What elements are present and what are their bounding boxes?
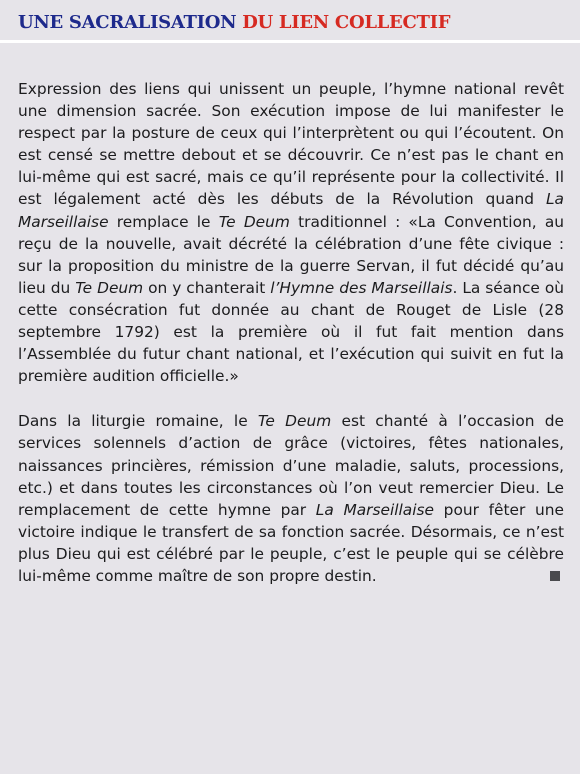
p1-italic-2: Te Deum — [218, 212, 290, 231]
end-of-article-square-icon — [550, 571, 560, 581]
p2-italic-1: Te Deum — [257, 412, 332, 431]
p2-text-1: Dans la liturgie romaine, le — [18, 412, 258, 431]
paragraph-2 — [18, 410, 564, 587]
headline-part-red: DU LIEN COLLECTIF — [242, 12, 451, 33]
p1-text-3: traditionnel : «La Convention, au reçu de la nouvelle, avait décrété la célébration d’une fête civique : sur la proposition du ministre de la guerre Servan, il fut décidé qu’au lieu du — [18, 212, 564, 297]
headline-part-blue: UNE SACRALISATION — [18, 12, 237, 33]
p1-text-4: on y chanterait — [143, 278, 271, 297]
p2-text-2: est chanté à l’occasion de services solennels d’action de grâce (victoires, fêtes nationales, naissances princières, rémission d’une maladie, saluts, processions, etc.) et dans toutes les circonstances où l’on veut remercier Dieu. Le remplacement de cette hymne par — [18, 412, 564, 519]
article-headline — [18, 10, 564, 36]
p1-text-1: Expression des liens qui unissent un peuple, l’hymne national revêt une dimension sacrée. Son exécution impose de lui manifester le respect par la posture de ceux qui l’interprètent ou qui l’écoutent. On est censé se mettre debout et se découvrir. Ce n’est pas le chant en lui-même qui est sacré, mais ce qu’il représente pour la collectivité. Il est légalement acté dès les débuts de la Révolution quand — [18, 80, 564, 209]
p1-italic-4: l’Hymne des Marseillais — [270, 278, 453, 297]
p1-text-2: remplace le — [108, 212, 219, 231]
p1-italic-3: Te Deum — [75, 278, 144, 297]
p2-italic-2: La Marseillaise — [315, 500, 435, 519]
p1-text-5: . La séance où cette consécration fut donnée au chant de Rouget de Lisle (28 septembre 1792) est la première où il fut fait mention dans l’Assemblée du futur chant national, et l’exécution qui suivit en fut la première audition officielle.» — [18, 278, 564, 386]
paragraph-1 — [18, 78, 564, 387]
p1-italic-1: La Marseillaise — [18, 190, 564, 231]
p2-text-3: pour fêter une victoire indique le transfert de sa fonction sacrée. Désormais, ce n’est plus Dieu qui est célébré par le peuple, c’est le peuple qui se célèbre lui-même comme maître de son propre destin. — [18, 500, 564, 585]
headline-divider — [0, 40, 580, 43]
